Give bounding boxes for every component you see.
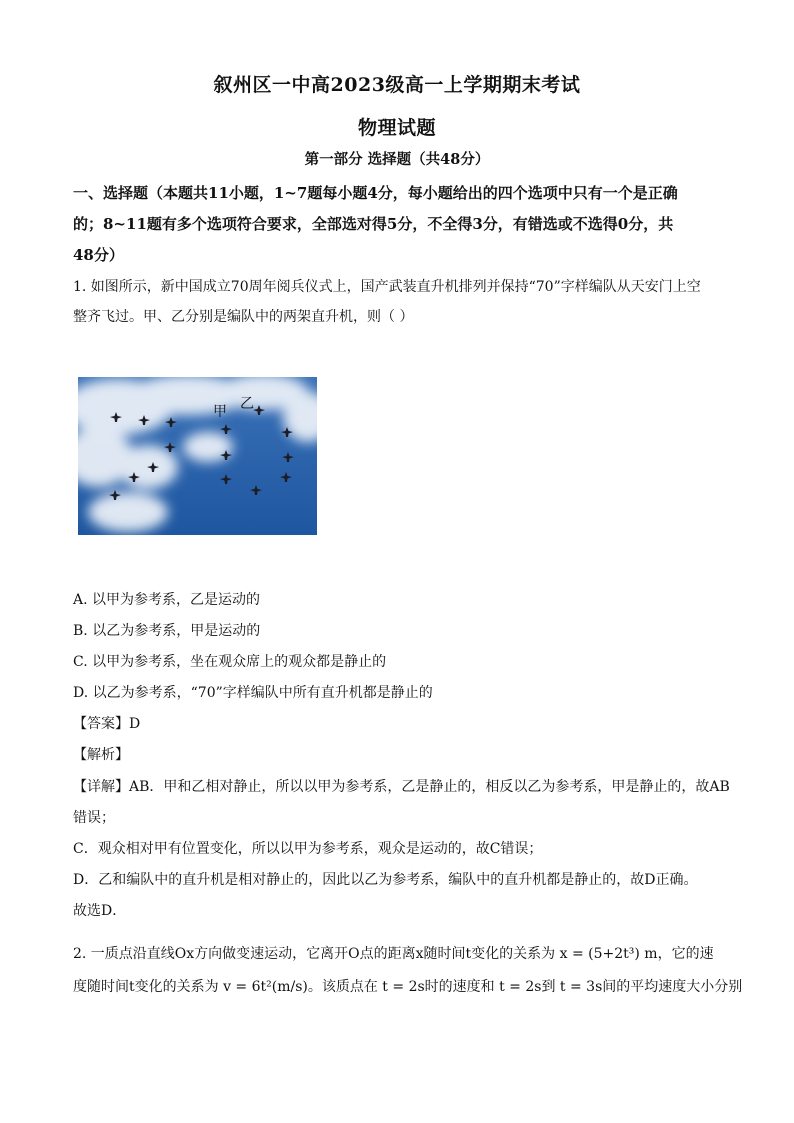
subject-title: 物理试题 [357, 117, 436, 139]
q1-answer: 【答案】D [73, 716, 141, 732]
q1-detail-4: D．乙和编队中的直升机是相对静止的，因此以乙为参考系，编队中的直升机都是静止的，故D正确。 [73, 872, 698, 888]
label-yi: 乙 [240, 396, 254, 412]
q1-detail-5: 故选D． [73, 903, 127, 919]
section-instruction-2: 的；8~11题有多个选项符合要求，全部选对得5分，不全得3分，有错选或不选得0分，共 [73, 215, 674, 233]
q1-stem-2: 整齐飞过。甲、乙分别是编队中的两架直升机，则（ ） [73, 309, 414, 325]
helicopter-formation-photo [78, 377, 317, 535]
q1-analysis-title: 【解析】 [73, 747, 129, 763]
q1-stem-1: 1. 如图所示，新中国成立70周年阅兵仪式上，国产武装直升机排列并保持“70”字样编队从天安门上空 [73, 279, 701, 295]
q1-option-c: C. 以甲为参考系，坐在观众席上的观众都是静止的 [73, 654, 387, 670]
section-instruction-1: 一、选择题（本题共11小题，1~7题每小题4分，每小题给出的四个选项中只有一个是正确 [73, 184, 678, 202]
label-jia: 甲 [213, 404, 227, 420]
q2-stem-2: 度随时间t变化的关系为 v = 6t²(m/s)。该质点在 t = 2s时的速度和 t = 2s到 t = 3s间的平均速度大小分别 [73, 979, 743, 995]
q1-detail-2: 错误； [73, 810, 115, 826]
q2-stem-1: 2. 一质点沿直线Ox方向做变速运动，它离开O点的距离x随时间t变化的关系为 x = (5+2t³) m，它的速 [73, 946, 714, 962]
sky-image [78, 377, 317, 535]
q1-detail-1: 【详解】AB．甲和乙相对静止，所以以甲为参考系，乙是静止的，相反以乙为参考系，甲是静止的，故AB [73, 779, 730, 795]
q1-option-d: D. 以乙为参考系，“70”字样编队中所有直升机都是静止的 [73, 685, 433, 701]
part-heading: 第一部分 选择题（共48分） [304, 151, 490, 168]
q1-option-a: A. 以甲为参考系，乙是运动的 [73, 592, 261, 608]
section-instruction-3: 48分） [73, 246, 124, 264]
exam-title: 叙州区一中高2023级高一上学期期末考试 [213, 74, 581, 96]
q1-detail-3: C．观众相对甲有位置变化，所以以甲为参考系，观众是运动的，故C错误； [73, 841, 543, 857]
q1-option-b: B. 以乙为参考系，甲是运动的 [73, 623, 261, 639]
